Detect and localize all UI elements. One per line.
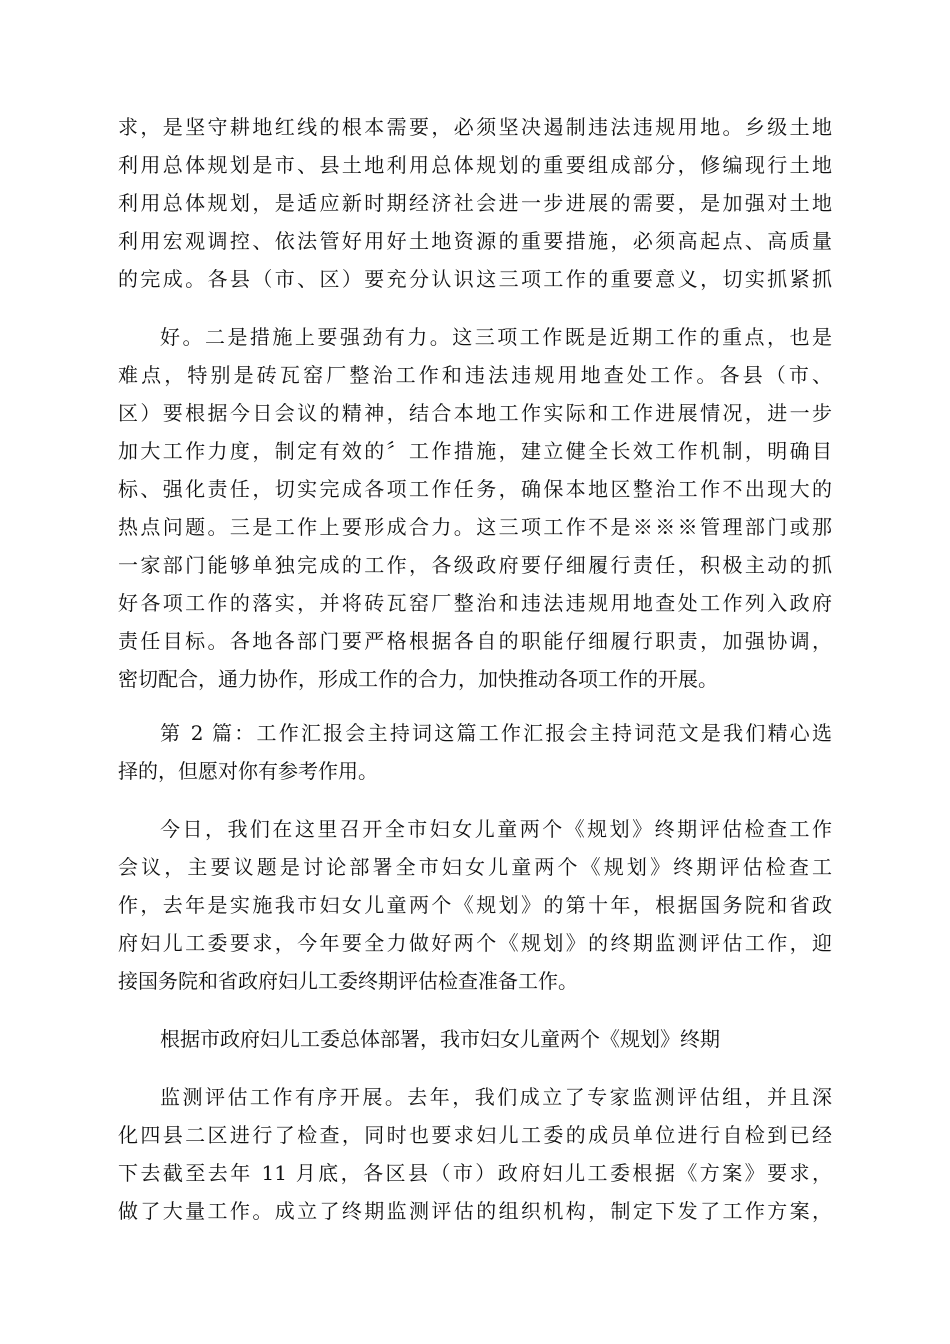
text-line: 难点，特别是砖瓦窑厂整治工作和违法违规用地查处工作。各县（市、 [118,363,832,387]
text-line: 加大工作力度，制定有效的〞工作措施，建立健全长效工作机制，明确目 [118,439,832,463]
text-line: 监测评估工作有序开展。去年，我们成立了专家监测评估组，并且深 [160,1085,832,1109]
paragraph-4 [118,810,832,1000]
text-line: 下去截至去年 11 月底，各区县（市）政府妇儿工委根据《方案》要求， [118,1161,832,1185]
text-line: 今日，我们在这里召开全市妇女儿童两个《规划》终期评估检查工作 [160,817,832,841]
text-line: 会议，主要议题是讨论部署全市妇女儿童两个《规划》终期评估检查工 [118,855,832,879]
text-line: 第 2 篇：工作汇报会主持词这篇工作汇报会主持词范文是我们精心选 [160,721,832,745]
text-line: 利用总体规划是市、县土地利用总体规划的重要组成部分，修编现行土地 [118,153,832,177]
text-line: 密切配合，通力协作，形成工作的合力，加快推动各项工作的开展。 [118,667,718,691]
text-line: 利用宏观调控、依法管好用好土地资源的重要措施，必须高起点、高质量 [118,229,832,253]
paragraph-1 [118,108,832,298]
paragraph-2 [118,318,832,698]
text-line: 化四县二区进行了检查，同时也要求妇儿工委的成员单位进行自检到已经 [118,1123,832,1147]
paragraph-3 [118,714,832,790]
text-line: 责任目标。各地各部门要严格根据各自的职能仔细履行职责，加强协调， [118,629,832,653]
text-line: 好。二是措施上要强劲有力。这三项工作既是近期工作的重点，也是 [160,325,832,349]
text-line: 做了大量工作。成立了终期监测评估的组织机构，制定下发了工作方案， [118,1199,832,1223]
text-line: 求，是坚守耕地红线的根本需要，必须坚决遏制违法违规用地。乡级土地 [118,115,832,139]
paragraph-5 [118,1020,832,1058]
paragraph-6 [118,1078,832,1230]
text-line: 接国务院和省政府妇儿工委终期评估检查准备工作。 [118,969,578,993]
text-line: 作，去年是实施我市妇女儿童两个《规划》的第十年，根据国务院和省政 [118,893,832,917]
text-line: 一家部门能够单独完成的工作，各级政府要仔细履行责任，积极主动的抓 [118,553,832,577]
text-line: 好各项工作的落实，并将砖瓦窑厂整治和违法违规用地查处工作列入政府 [118,591,832,615]
text-line: 根据市政府妇儿工委总体部署，我市妇女儿童两个《规划》终期 [160,1027,720,1051]
text-line: 府妇儿工委要求，今年要全力做好两个《规划》的终期监测评估工作，迎 [118,931,832,955]
text-line: 择的，但愿对你有参考作用。 [118,759,378,783]
text-line: 热点问题。三是工作上要形成合力。这三项工作不是※※※管理部门或那 [118,515,832,539]
text-line: 的完成。各县（市、区）要充分认识这三项工作的重要意义，切实抓紧抓 [118,267,832,291]
document-page [118,108,832,1230]
text-line: 标、强化责任，切实完成各项工作任务，确保本地区整治工作不出现大的 [118,477,832,501]
text-line: 区）要根据今日会议的精神，结合本地工作实际和工作进展情况，进一步 [118,401,832,425]
text-line: 利用总体规划，是适应新时期经济社会进一步进展的需要，是加强对土地 [118,191,832,215]
